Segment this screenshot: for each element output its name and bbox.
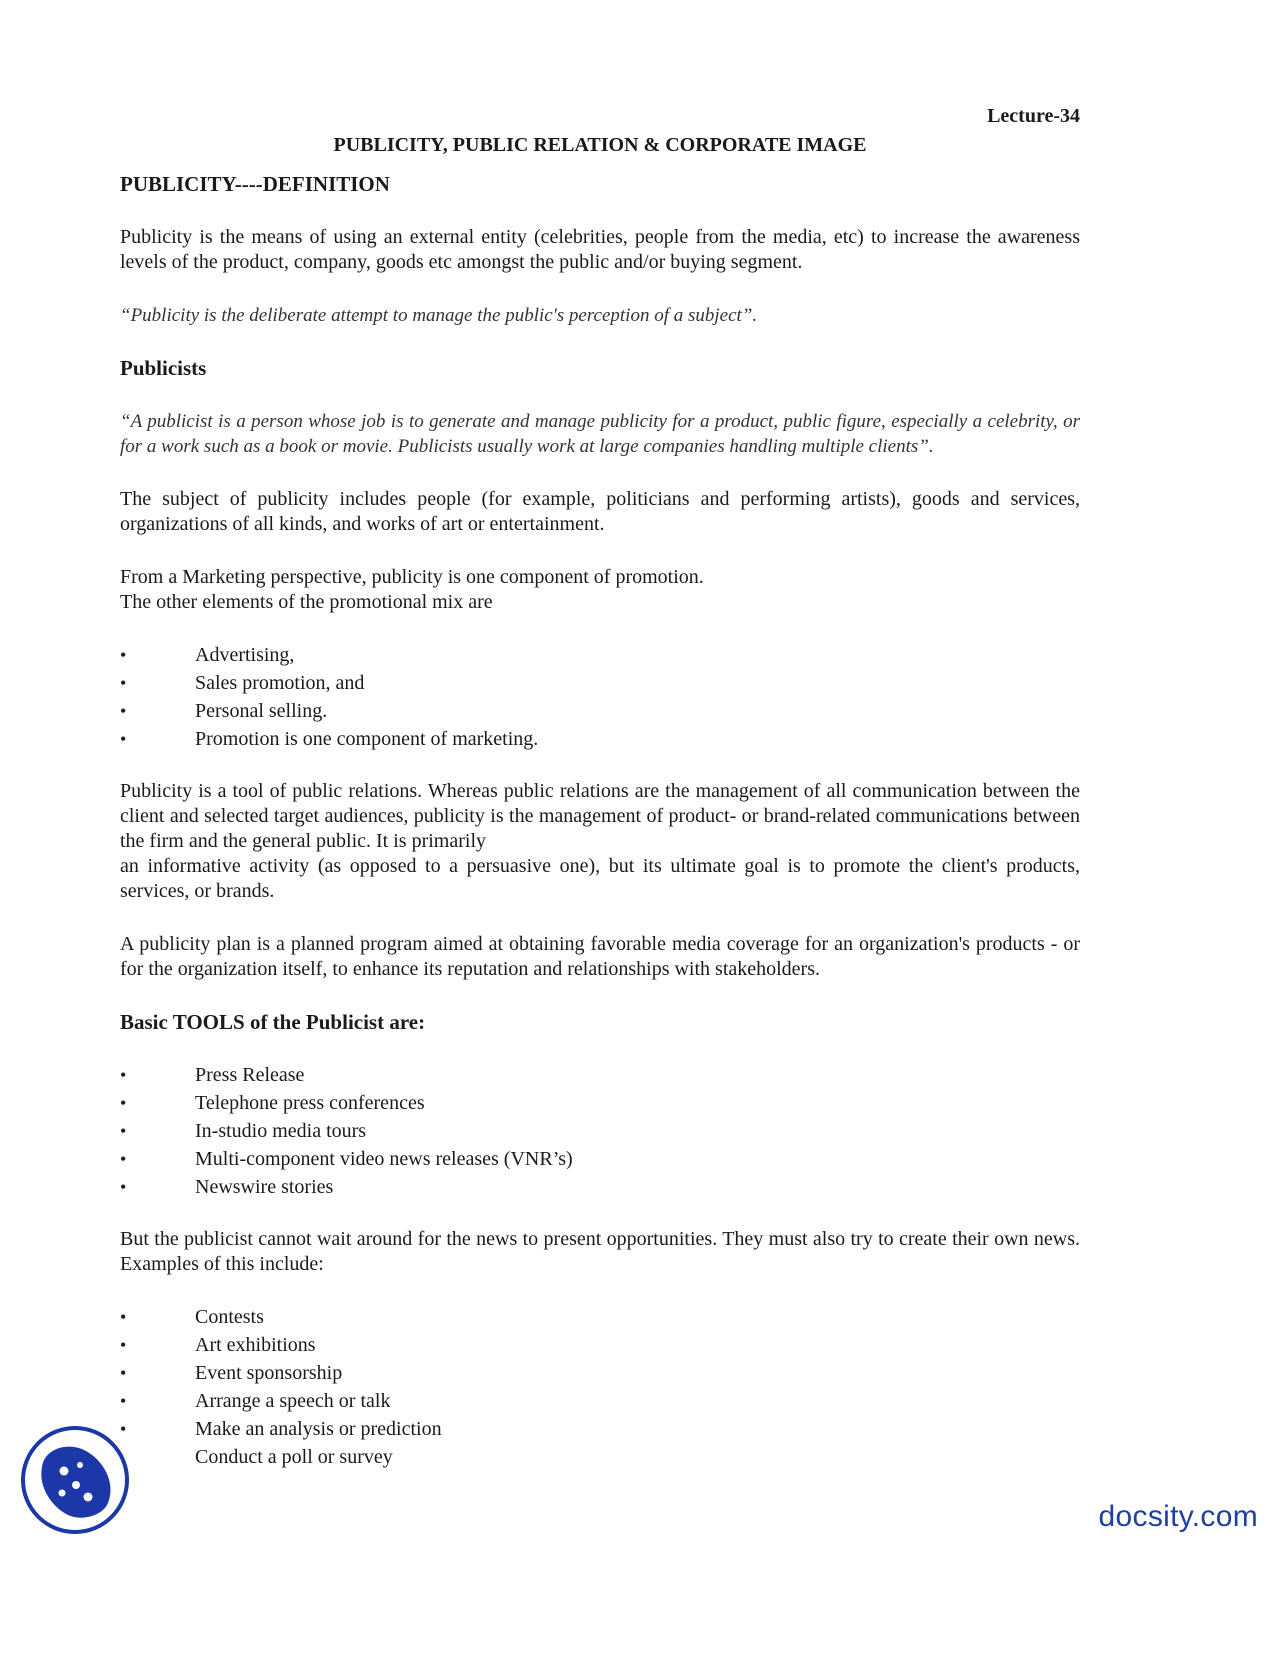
list-item: • Art exhibitions: [120, 1334, 316, 1356]
list-item: Conduct a poll or survey: [195, 1446, 393, 1468]
paragraph-publicity-plan: A publicity plan is a planned program aimed at obtaining favorable media coverage for an organization's products - or for the organization itself, to enhance its reputation and relationships with stakeholders.: [120, 933, 1080, 980]
paragraph-marketing-line1: From a Marketing perspective, publicity is one component of promotion.: [120, 566, 704, 588]
list-item: • Make an analysis or prediction: [120, 1418, 442, 1440]
list-item: • Sales promotion, and: [120, 672, 365, 694]
list-item: • Newswire stories: [120, 1176, 334, 1198]
docsity-logo-icon[interactable]: [20, 1425, 130, 1535]
document-title: PUBLICITY, PUBLIC RELATION & CORPORATE IMAGE: [333, 134, 867, 156]
list-item: • Press Release: [120, 1064, 305, 1086]
paragraph-public-relations-cont: an informative activity (as opposed to a persuasive one), but its ultimate goal is to promote the client's products, services, or brands.: [120, 855, 1080, 902]
paragraph-marketing-line2: The other elements of the promotional mix are: [120, 591, 493, 613]
publicists-heading: Publicists: [120, 356, 207, 380]
paragraph-create-news: But the publicist cannot wait around for the news to present opportunities. They must also try to create their own news. Examples of this include:: [120, 1228, 1080, 1275]
examples-list: [120, 1303, 1080, 1471]
list-item: • Event sponsorship: [120, 1362, 343, 1384]
tools-heading: Basic TOOLS of the Publicist are:: [120, 1010, 426, 1034]
docsity-watermark[interactable]: docsity.com: [1098, 1500, 1258, 1533]
list-item: • Personal selling.: [120, 700, 328, 722]
list-item: • Multi-component video news releases (VNR’s): [120, 1148, 573, 1170]
promo-mix-list: [120, 641, 1080, 753]
list-item: • Contests: [120, 1306, 264, 1328]
paragraph-definition: Publicity is the means of using an external entity (celebrities, people from the media, etc) to increase the awareness levels of the product, company, goods etc amongst the public and/or buying segment.: [120, 226, 1080, 273]
list-item: • Telephone press conferences: [120, 1092, 425, 1114]
document-body: [120, 104, 1080, 1471]
paragraph-public-relations: Publicity is a tool of public relations. Whereas public relations are the management of all communication between the client and selected target audiences, publicity is the management of product- or brand-related communications between the firm and the general public. It is primarily: [120, 780, 1080, 852]
paragraph-subject: The subject of publicity includes people (for example, politicians and performing artists), goods and services, organizations of all kinds, and works of art or entertainment.: [120, 488, 1080, 535]
lecture-number: Lecture-34: [987, 105, 1080, 127]
list-item: • Promotion is one component of marketing.: [120, 728, 539, 750]
definition-heading: PUBLICITY----DEFINITION: [120, 172, 390, 196]
list-item: • Advertising,: [120, 644, 295, 666]
tools-list: [120, 1061, 1080, 1201]
quote-publicity: “Publicity is the deliberate attempt to manage the public's perception of a subject”.: [120, 305, 758, 326]
list-item: • Arrange a speech or talk: [120, 1390, 391, 1412]
list-item: • In-studio media tours: [120, 1120, 367, 1142]
quote-publicist: “A publicist is a person whose job is to generate and manage publicity for a product, public figure, especially a celebrity, or for a work such as a book or movie. Publicists usually work at large companies handling multiple clients”.: [120, 411, 1080, 457]
